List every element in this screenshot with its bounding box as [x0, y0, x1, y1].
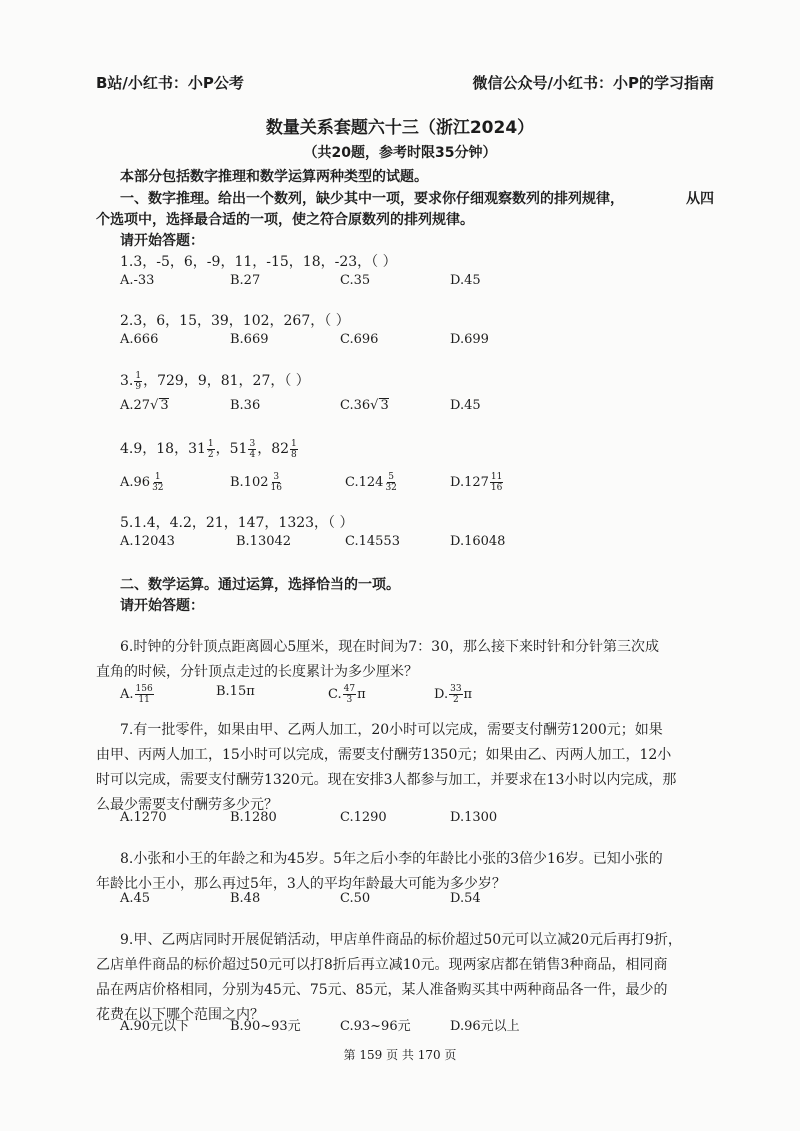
q1-option-c[interactable]: C.35 [340, 273, 371, 288]
q4-option-a-fraction [151, 472, 164, 493]
q6-option-a-num: 156 [135, 684, 153, 694]
q4-stem [120, 438, 299, 460]
q4-option-a-prefix: A.96 [120, 475, 151, 490]
q3-option-c-radicand: 3 [380, 398, 389, 413]
q4-option-b-fraction [270, 472, 283, 493]
q4-option-b[interactable] [230, 472, 284, 493]
q8-option-b[interactable]: B.48 [230, 891, 261, 906]
q5-option-b[interactable]: B.13042 [236, 534, 292, 549]
q2-option-a[interactable]: A.666 [120, 332, 159, 347]
q6-option-d-den: 2 [452, 695, 459, 705]
q4-option-b-den: 16 [270, 483, 282, 493]
q1-option-d[interactable]: D.45 [450, 273, 481, 288]
q9-option-b[interactable]: B.90~93元 [230, 1019, 301, 1034]
q1-option-b[interactable]: B.27 [230, 273, 261, 288]
q8-line1: 8.小张和小王的年龄之和为45岁。5年之后小李的年龄比小张的3倍少16岁。已知小张的 [120, 851, 663, 867]
header-right: 微信公众号/小红书：小P的学习指南 [472, 74, 714, 92]
q3-option-a-prefix: A.27 [120, 398, 151, 413]
q8-option-c[interactable]: C.50 [340, 891, 371, 906]
page-title: 数量关系套题六十三（浙江2024） [265, 118, 535, 138]
q8-option-d[interactable]: D.54 [450, 891, 481, 906]
q4-option-c-num: 5 [388, 472, 395, 482]
section2-start: 请开始答题： [120, 598, 204, 614]
q4-sep2: ，82 [257, 441, 290, 457]
q1-stem: 1.3，-5，6，-9，11，-15，18，-23，（ ） [120, 254, 397, 270]
q3-fraction [134, 371, 142, 392]
q5-option-a[interactable]: A.12043 [120, 534, 175, 549]
q4-term1-num: 1 [207, 438, 214, 449]
q4-option-d-den: 16 [490, 483, 503, 493]
q1-option-a[interactable]: A.-33 [120, 273, 155, 288]
header-left: B站/小红书：小P公考 [96, 74, 244, 92]
q9-line4: 花费在以下哪个范围之内？ [96, 1007, 264, 1023]
q2-option-b[interactable]: B.669 [230, 332, 269, 347]
q4-stem-prefix: 4.9，18，31 [120, 441, 206, 457]
section1-heading: 一、数字推理。给出一个数列，缺少其中一项，要求你仔细观察数列的排列规律， [120, 191, 624, 207]
q7-option-d[interactable]: D.1300 [450, 810, 498, 825]
q4-term3-num: 1 [291, 438, 297, 449]
sqrt-sign: √ [150, 398, 159, 413]
q7-option-c[interactable]: C.1290 [340, 810, 387, 825]
q6-line2: 直角的时候，分针顶点走过的长度累计为多少厘米？ [96, 664, 418, 680]
q5-option-c[interactable]: C.14553 [345, 534, 400, 549]
section1-heading-tail: 从四 [686, 191, 714, 207]
q4-option-d-num: 11 [490, 472, 503, 482]
q9-option-a[interactable]: A.90元以下 [120, 1019, 190, 1034]
q3-option-a[interactable] [120, 398, 169, 413]
section1-start: 请开始答题： [120, 233, 204, 249]
q4-term2-den: 4 [249, 449, 256, 460]
q2-stem: 2.3，6，15，39，102，267，（ ） [120, 313, 350, 329]
q4-option-c-den: 32 [385, 483, 397, 493]
q6-option-d-prefix: D. [434, 687, 449, 702]
q6-line1: 6.时钟的分针顶点距离圆心5厘米，现在时间为7：30，那么接下来时针和分针第三次成 [120, 639, 659, 655]
q4-term1-fraction [207, 439, 215, 460]
q6-option-d[interactable] [434, 684, 472, 705]
q9-line3: 品在两店价格相同，分别为45元、75元、85元，某人准备购买其中两种商品各一件，最少的 [96, 982, 668, 998]
q6-option-c[interactable] [328, 684, 366, 705]
q6-option-d-suffix: π [463, 687, 473, 702]
q3-fraction-den: 9 [135, 381, 142, 392]
q4-option-c-prefix: C.124 [345, 475, 384, 490]
q6-option-a-fraction [135, 684, 154, 705]
q4-term1-den: 2 [207, 449, 214, 460]
q7-line2: 由甲、丙两人加工，15小时可以完成，需要支付酬劳1350元；如果由乙、丙两人加工，12小 [96, 747, 672, 763]
q6-option-b[interactable]: B.15π [216, 684, 255, 699]
q4-option-a-num: 1 [154, 472, 161, 482]
q7-option-a[interactable]: A.1270 [120, 810, 167, 825]
q2-option-c[interactable]: C.696 [340, 332, 379, 347]
q2-option-d[interactable]: D.699 [450, 332, 489, 347]
q7-line3: 时可以完成，需要支付酬劳1320元。现在安排3人都参与加工，并要求在13小时以内完成，那 [96, 772, 677, 788]
q3-option-b[interactable]: B.36 [230, 398, 261, 413]
q3-stem-rest: ，729，9，81，27，（ ） [143, 373, 310, 389]
q6-option-d-num: 33 [450, 684, 462, 694]
q9-line2: 乙店单件商品的标价超过50元可以打8折后再立减10元。现两家店都在销售3种商品，相同商 [96, 957, 668, 973]
q3-option-c-prefix: C.36 [340, 398, 371, 413]
q6-option-d-fraction [449, 684, 462, 705]
intro-text: 本部分包括数字推理和数学运算两种类型的试题。 [120, 169, 428, 185]
q8-option-a[interactable]: A.45 [120, 891, 151, 906]
q4-option-d-prefix: D.127 [450, 475, 489, 490]
q9-option-c[interactable]: C.93~96元 [340, 1019, 411, 1034]
q4-option-a[interactable] [120, 472, 166, 493]
q4-term3-fraction [290, 439, 298, 460]
q4-term2-fraction [248, 439, 256, 460]
section1-heading-line2: 个选项中，选择最合适的一项，使之符合原数列的排列规律。 [96, 212, 474, 228]
sqrt-sign: √ [370, 398, 379, 413]
q4-option-d[interactable] [450, 472, 504, 493]
q6-option-c-suffix: π [357, 687, 366, 702]
q3-fraction-num: 1 [135, 370, 142, 381]
q6-option-a[interactable] [120, 684, 155, 705]
page-subtitle: （共20题，参考时限35分钟） [303, 145, 497, 161]
q4-term3-den: 8 [291, 449, 297, 460]
q5-stem: 5.1.4，4.2，21，147，1323，（ ） [120, 515, 354, 531]
q6-option-c-num: 47 [343, 684, 356, 694]
q6-option-a-den: 11 [138, 695, 150, 705]
q4-option-c[interactable] [345, 472, 399, 493]
q4-option-b-num: 3 [273, 472, 280, 482]
page-footer: 第 159 页 共 170 页 [343, 1048, 457, 1062]
q4-option-d-fraction [490, 472, 503, 493]
q6-option-c-den: 3 [346, 695, 353, 705]
q4-option-b-prefix: B.102 [230, 475, 269, 490]
q3-stem [120, 370, 310, 392]
q7-option-b[interactable]: B.1280 [230, 810, 277, 825]
q4-sep1: ，51 [215, 441, 248, 457]
q6-option-a-prefix: A. [120, 687, 134, 702]
section2-heading: 二、数学运算。通过运算，选择恰当的一项。 [120, 577, 400, 593]
q9-line1: 9.甲、乙两店同时开展促销活动，甲店单件商品的标价超过50元可以立减20元后再打9折， [120, 932, 682, 948]
q6-option-c-fraction [343, 684, 356, 705]
q3-option-c[interactable] [340, 398, 389, 413]
q4-option-a-den: 32 [152, 483, 164, 493]
q3-option-a-radicand: 3 [160, 398, 169, 413]
q3-option-d[interactable]: D.45 [450, 398, 481, 413]
q7-line1: 7.有一批零件，如果由甲、乙两人加工，20小时可以完成，需要支付酬劳1200元；如果 [120, 722, 663, 738]
q5-option-d[interactable]: D.16048 [450, 534, 506, 549]
q7-line4: 么最少需要支付酬劳多少元？ [96, 797, 278, 813]
q4-term2-num: 3 [249, 438, 256, 449]
q4-option-c-fraction [384, 472, 397, 493]
q9-option-d[interactable]: D.96元以上 [450, 1019, 520, 1034]
q3-stem-prefix: 3. [120, 373, 134, 389]
q6-option-c-prefix: C. [328, 687, 342, 702]
q8-line2: 年龄比小王小，那么再过5年，3人的平均年龄最大可能为多少岁？ [96, 876, 506, 892]
